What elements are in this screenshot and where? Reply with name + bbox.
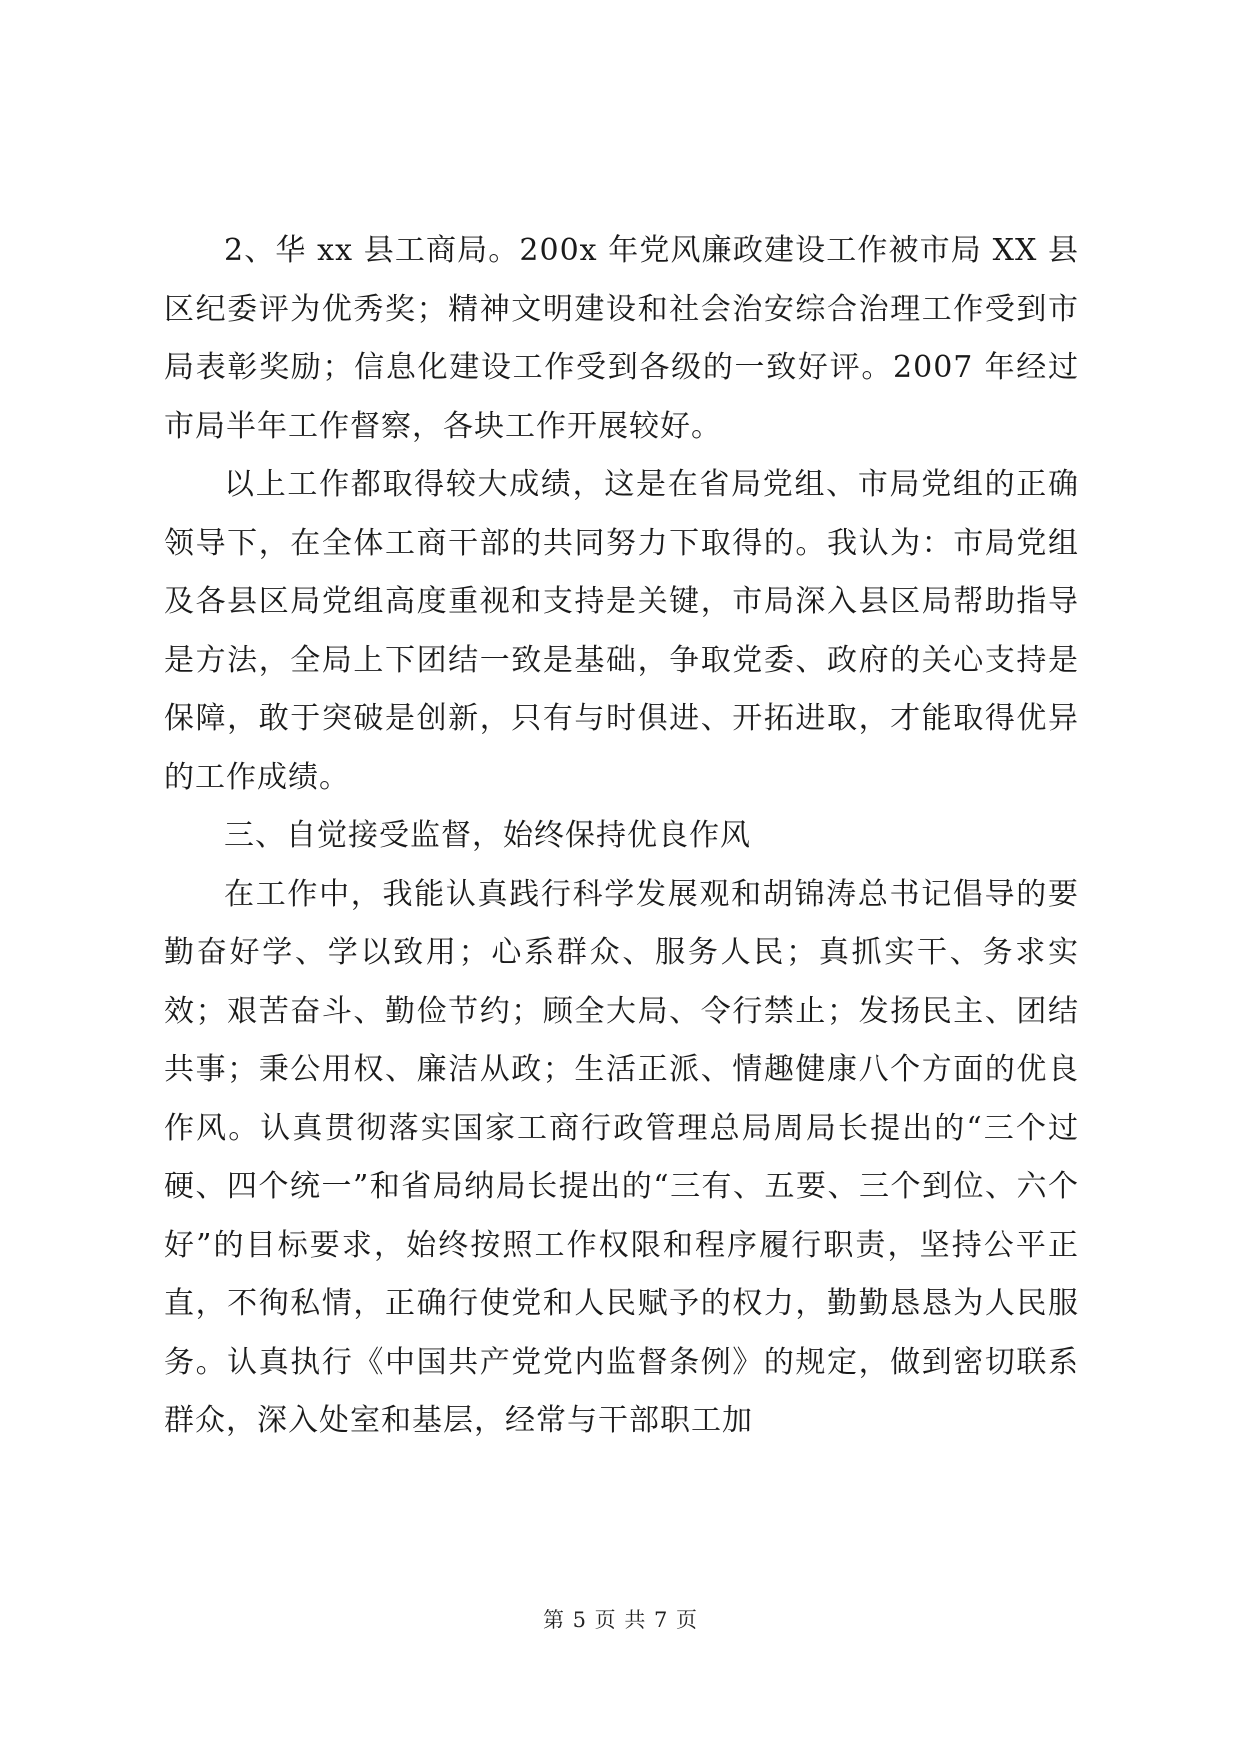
paragraph-summary: 以上工作都取得较大成绩，这是在省局党组、市局党组的正确领导下，在全体工商干部的共同努力下取得的。我认为：市局党组及各县区局党组高度重视和支持是关键，市局深入县区局帮助指导是方法，全局上下团结一致是基础，争取党委、政府的关心支持是保障，敢于突破是创新，只有与时俱进、开拓进取，才能取得优异的工作成绩。: [164, 467, 1079, 795]
document-body: [164, 222, 1079, 1451]
paragraph-achievements-county: 2、华 xx 县工商局。200x 年党风廉政建设工作被市局 XX 县区纪委评为优秀奖；精神文明建设和社会治安综合治理工作受到市局表彰奖励；信息化建设工作受到各级的一致好评。2007 年经过市局半年工作督察，各块工作开展较好。: [164, 233, 1079, 444]
paragraph-work-style: 在工作中，我能认真践行科学发展观和胡锦涛总书记倡导的要勤奋好学、学以致用；心系群众、服务人民；真抓实干、务求实效；艰苦奋斗、勤俭节约；顾全大局、令行禁止；发扬民主、团结共事；秉公用权、廉洁从政；生活正派、情趣健康八个方面的优良作风。认真贯彻落实国家工商行政管理总局周局长提出的“三个过硬、四个统一”和省局纳局长提出的“三有、五要、三个到位、六个好”的目标要求，始终按照工作权限和程序履行职责，坚持公平正直，不徇私情，正确行使党和人民赋予的权力，勤勤恳恳为人民服务。认真执行《中国共产党党内监督条例》的规定，做到密切联系群众，深入处室和基层，经常与干部职工加: [164, 876, 1079, 1438]
page-number-footer: 第 5 页 共 7 页: [542, 1608, 699, 1632]
section-heading-supervision: 三、自觉接受监督，始终保持优良作风: [224, 818, 751, 853]
